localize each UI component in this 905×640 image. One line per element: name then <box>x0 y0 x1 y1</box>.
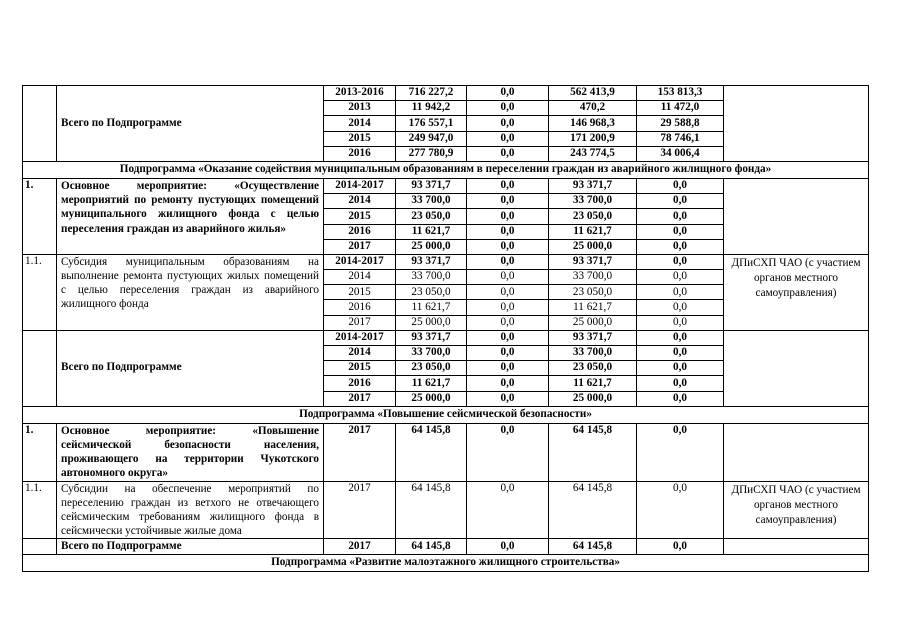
loc-cell: 0,0 <box>637 423 724 481</box>
regional-cell: 33 700,0 <box>549 194 637 209</box>
total-cell: 11 621,7 <box>396 300 467 315</box>
local-cell: 0,0 <box>637 361 724 376</box>
measure-name-cell: Основное мероприятие: «Повышение сейсмической безопасности населения, проживающего на территории Чукотского автономного округа» <box>57 423 324 481</box>
local-cell: 0,0 <box>637 194 724 209</box>
total-cell: 93 371,7 <box>396 254 467 269</box>
regional-cell: 25 000,0 <box>549 315 637 330</box>
regional-cell: 93 371,7 <box>549 254 637 269</box>
section-header-row <box>23 161 869 178</box>
federal-cell: 0,0 <box>467 194 549 209</box>
total-cell: 23 050,0 <box>396 285 467 300</box>
number-cell <box>23 86 57 162</box>
table-row <box>23 254 869 269</box>
total-cell: 25 000,0 <box>396 391 467 406</box>
total-cell: 33 700,0 <box>396 270 467 285</box>
local-cell: 11 472,0 <box>637 101 724 116</box>
table-row <box>23 178 869 193</box>
federal-cell: 0,0 <box>467 239 549 254</box>
section-title: Подпрограмма «Повышение сейсмической безопасности» <box>23 406 869 423</box>
total-cell: 11 621,7 <box>396 376 467 391</box>
executor-cell <box>724 330 869 406</box>
table-row <box>23 86 869 101</box>
federal-cell: 0,0 <box>467 315 549 330</box>
total-cell: 23 050,0 <box>396 361 467 376</box>
total-cell: 23 050,0 <box>396 209 467 224</box>
local-cell: 0,0 <box>637 209 724 224</box>
regional-cell: 243 774,5 <box>549 146 637 161</box>
table-row <box>23 330 869 345</box>
total-cell: 716 227,2 <box>396 86 467 101</box>
executor-cell <box>724 539 869 554</box>
loc-cell: 0,0 <box>637 481 724 539</box>
section-header-row <box>23 554 869 571</box>
total-cell: 64 145,8 <box>396 481 467 539</box>
total-cell: 64 145,8 <box>396 423 467 481</box>
regional-cell: 25 000,0 <box>549 391 637 406</box>
table-body <box>23 86 869 572</box>
measure-name-cell: Субсидии на обеспечение мероприятий по переселению граждан из ветхого не отвечающего сейсмическим требованиям жилищного фонда в сейсмически устойчивые жилые дома <box>57 481 324 539</box>
year-cell: 2017 <box>324 239 396 254</box>
year-cell: 2015 <box>324 285 396 300</box>
federal-cell: 0,0 <box>467 131 549 146</box>
regional-cell: 11 621,7 <box>549 300 637 315</box>
regional-cell: 562 413,9 <box>549 86 637 101</box>
regional-cell: 470,2 <box>549 101 637 116</box>
measure-name-cell: Основное мероприятие: «Осуществление мероприятий по ремонту пустующих помещений муниципального жилищного фонда с целью переселения граждан из аварийного жилья» <box>57 178 324 254</box>
regional-cell: 11 621,7 <box>549 224 637 239</box>
section-header-row <box>23 406 869 423</box>
reg-cell: 64 145,8 <box>549 539 637 554</box>
year-cell: 2016 <box>324 300 396 315</box>
year-cell: 2017 <box>324 481 396 539</box>
regional-cell: 25 000,0 <box>549 239 637 254</box>
federal-cell: 0,0 <box>467 346 549 361</box>
local-cell: 153 813,3 <box>637 86 724 101</box>
measure-name-cell: Субсидия муниципальным образованиям на выполнение ремонта пустующих жилых помещений с целью переселения граждан из аварийного жилищного фонда <box>57 254 324 330</box>
federal-cell: 0,0 <box>467 209 549 224</box>
year-cell: 2013 <box>324 101 396 116</box>
federal-cell: 0,0 <box>467 101 549 116</box>
year-cell: 2016 <box>324 224 396 239</box>
local-cell: 78 746,1 <box>637 131 724 146</box>
federal-cell: 0,0 <box>467 146 549 161</box>
local-cell: 0,0 <box>637 254 724 269</box>
fed-cell: 0,0 <box>467 423 549 481</box>
local-cell: 0,0 <box>637 300 724 315</box>
number-cell <box>23 330 57 406</box>
year-cell: 2015 <box>324 361 396 376</box>
local-cell: 0,0 <box>637 178 724 193</box>
year-cell: 2015 <box>324 131 396 146</box>
executor-cell <box>724 178 869 254</box>
total-cell: 11 621,7 <box>396 224 467 239</box>
year-cell: 2014-2017 <box>324 330 396 345</box>
section-title: Подпрограмма «Оказание содействия муниципальным образованиям в переселении граждан из аварийного жилищного фонда» <box>23 161 869 178</box>
local-cell: 0,0 <box>637 285 724 300</box>
reg-cell: 64 145,8 <box>549 423 637 481</box>
federal-cell: 0,0 <box>467 270 549 285</box>
total-cell: 176 557,1 <box>396 116 467 131</box>
fed-cell: 0,0 <box>467 481 549 539</box>
total-cell: 11 942,2 <box>396 101 467 116</box>
local-cell: 0,0 <box>637 224 724 239</box>
year-cell: 2014 <box>324 116 396 131</box>
regional-cell: 93 371,7 <box>549 330 637 345</box>
total-cell: 93 371,7 <box>396 330 467 345</box>
table-row <box>23 539 869 554</box>
year-cell: 2017 <box>324 423 396 481</box>
federal-cell: 0,0 <box>467 86 549 101</box>
year-cell: 2017 <box>324 315 396 330</box>
total-cell: 93 371,7 <box>396 178 467 193</box>
executor-cell: ДПиСХП ЧАО (с участием органов местного самоуправления) <box>724 254 869 330</box>
local-cell: 0,0 <box>637 239 724 254</box>
year-cell: 2014 <box>324 194 396 209</box>
regional-cell: 146 968,3 <box>549 116 637 131</box>
loc-cell: 0,0 <box>637 539 724 554</box>
number-cell: 1.1. <box>23 254 57 330</box>
total-cell: 33 700,0 <box>396 346 467 361</box>
local-cell: 0,0 <box>637 376 724 391</box>
total-cell: 64 145,8 <box>396 539 467 554</box>
local-cell: 0,0 <box>637 315 724 330</box>
regional-cell: 33 700,0 <box>549 346 637 361</box>
federal-cell: 0,0 <box>467 391 549 406</box>
local-cell: 29 588,8 <box>637 116 724 131</box>
total-name-cell: Всего по Подпрограмме <box>57 539 324 554</box>
year-cell: 2014-2017 <box>324 178 396 193</box>
reg-cell: 64 145,8 <box>549 481 637 539</box>
total-cell: 25 000,0 <box>396 239 467 254</box>
regional-cell: 23 050,0 <box>549 209 637 224</box>
year-cell: 2014 <box>324 346 396 361</box>
total-cell: 277 780,9 <box>396 146 467 161</box>
federal-cell: 0,0 <box>467 285 549 300</box>
regional-cell: 11 621,7 <box>549 376 637 391</box>
federal-cell: 0,0 <box>467 376 549 391</box>
table-row <box>23 423 869 481</box>
year-cell: 2017 <box>324 539 396 554</box>
year-cell: 2016 <box>324 146 396 161</box>
federal-cell: 0,0 <box>467 330 549 345</box>
federal-cell: 0,0 <box>467 224 549 239</box>
number-cell <box>23 539 57 554</box>
federal-cell: 0,0 <box>467 361 549 376</box>
local-cell: 34 006,4 <box>637 146 724 161</box>
federal-cell: 0,0 <box>467 300 549 315</box>
table-row <box>23 481 869 539</box>
federal-cell: 0,0 <box>467 116 549 131</box>
executor-cell: ДПиСХП ЧАО (с участием органов местного самоуправления) <box>724 481 869 539</box>
total-name-cell: Всего по Подпрограмме <box>57 330 324 406</box>
year-cell: 2014-2017 <box>324 254 396 269</box>
total-cell: 25 000,0 <box>396 315 467 330</box>
number-cell: 1.1. <box>23 481 57 539</box>
section-title: Подпрограмма «Развитие малоэтажного жилищного строительства» <box>23 554 869 571</box>
executor-cell <box>724 423 869 481</box>
fed-cell: 0,0 <box>467 539 549 554</box>
local-cell: 0,0 <box>637 270 724 285</box>
local-cell: 0,0 <box>637 330 724 345</box>
federal-cell: 0,0 <box>467 254 549 269</box>
regional-cell: 23 050,0 <box>549 285 637 300</box>
number-cell: 1. <box>23 423 57 481</box>
regional-cell: 171 200,9 <box>549 131 637 146</box>
year-cell: 2015 <box>324 209 396 224</box>
regional-cell: 23 050,0 <box>549 361 637 376</box>
number-cell: 1. <box>23 178 57 254</box>
total-cell: 249 947,0 <box>396 131 467 146</box>
local-cell: 0,0 <box>637 346 724 361</box>
year-cell: 2013-2016 <box>324 86 396 101</box>
total-name-cell: Всего по Подпрограмме <box>57 86 324 162</box>
year-cell: 2014 <box>324 270 396 285</box>
budget-table <box>22 85 869 572</box>
year-cell: 2016 <box>324 376 396 391</box>
regional-cell: 33 700,0 <box>549 270 637 285</box>
year-cell: 2017 <box>324 391 396 406</box>
regional-cell: 93 371,7 <box>549 178 637 193</box>
local-cell: 0,0 <box>637 391 724 406</box>
federal-cell: 0,0 <box>467 178 549 193</box>
executor-cell <box>724 86 869 162</box>
total-cell: 33 700,0 <box>396 194 467 209</box>
